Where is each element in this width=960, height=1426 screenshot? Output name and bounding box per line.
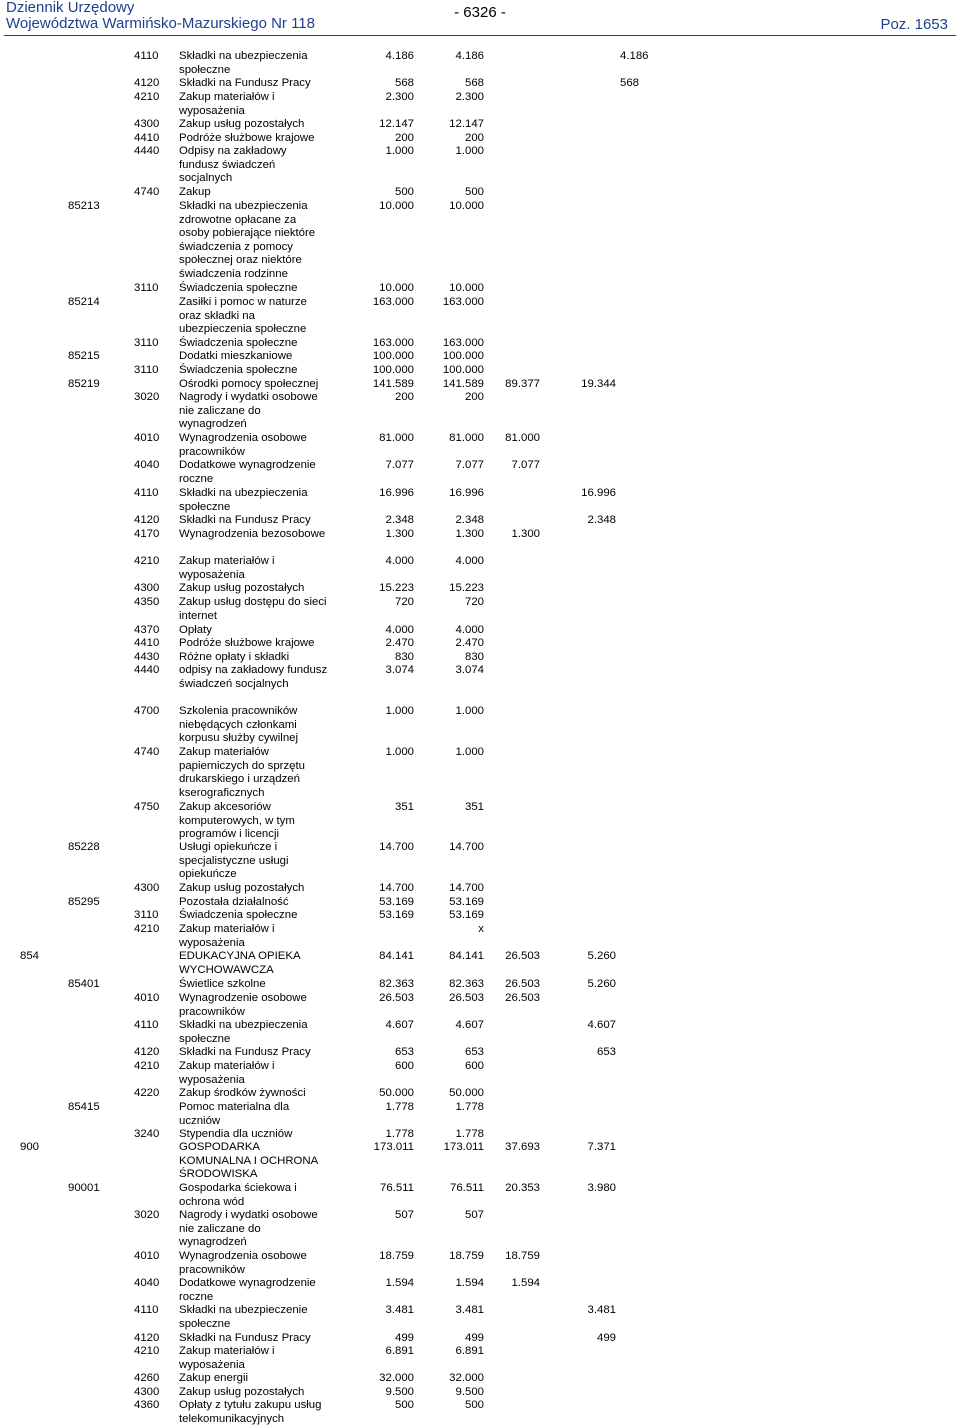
plan-value-cell: 32.000 bbox=[379, 1372, 414, 1384]
plan-value-cell: 653 bbox=[394, 1046, 414, 1058]
description-cell: Zakup materiałów i wyposażenia bbox=[179, 923, 275, 949]
plan-value-cell: 4.607 bbox=[385, 1019, 414, 1031]
current-value-cell: 2.348 bbox=[455, 514, 484, 526]
plan-value-cell: 82.363 bbox=[379, 978, 414, 990]
description-cell: Zakup usług pozostałych bbox=[179, 582, 305, 594]
description-cell: Składki na ubezpieczenie społeczne bbox=[179, 1304, 308, 1330]
current-value-cell: 163.000 bbox=[442, 337, 484, 349]
rozdzial-cell: 85219 bbox=[68, 378, 100, 390]
plan-value-cell: 18.759 bbox=[379, 1250, 414, 1262]
plan-value-cell: 600 bbox=[394, 1060, 414, 1072]
plan-value-cell: 6.891 bbox=[385, 1345, 414, 1357]
current-value-cell: 18.759 bbox=[449, 1250, 484, 1262]
current-value-cell: 3.074 bbox=[455, 664, 484, 676]
plan-value-cell: 12.147 bbox=[379, 118, 414, 130]
dzial-cell: 900 bbox=[20, 1141, 40, 1153]
description-cell: Nagrody i wydatki osobowe nie zaliczane do wynagrodzeń bbox=[179, 391, 318, 431]
plan-value-cell: 1.000 bbox=[385, 705, 414, 717]
current-value-cell: 4.000 bbox=[455, 624, 484, 636]
current-value-cell: 82.363 bbox=[449, 978, 484, 990]
plan-value-cell: 4.000 bbox=[385, 624, 414, 636]
paragraf-cell: 4120 bbox=[134, 1046, 160, 1058]
description-cell: Świetlice szkolne bbox=[179, 978, 266, 990]
paragraf-cell: 4210 bbox=[134, 1345, 160, 1357]
paragraf-cell: 4040 bbox=[134, 459, 160, 471]
current-value-cell: 12.147 bbox=[449, 118, 484, 130]
paragraf-cell: 4750 bbox=[134, 801, 160, 813]
plan-value-cell: 141.589 bbox=[372, 378, 414, 390]
current-value-cell: 10.000 bbox=[449, 282, 484, 294]
current-value-cell: 1.000 bbox=[455, 145, 484, 157]
description-cell: Dodatkowe wynagrodzenie roczne bbox=[179, 1277, 316, 1303]
dzial-cell: 854 bbox=[20, 950, 40, 962]
paragraf-cell: 4110 bbox=[134, 487, 159, 499]
contributions-cell: 3.980 bbox=[587, 1182, 616, 1194]
description-cell: Zakup akcesoriów komputerowych, w tym programów i licencji bbox=[179, 801, 295, 841]
plan-value-cell: 351 bbox=[394, 801, 414, 813]
page-number: - 6326 - bbox=[454, 4, 506, 21]
description-cell: Podróże służbowe krajowe bbox=[179, 132, 315, 144]
rozdzial-cell: 85214 bbox=[68, 296, 100, 308]
plan-value-cell: 1.000 bbox=[385, 145, 414, 157]
contributions-cell: 7.371 bbox=[587, 1141, 616, 1153]
description-cell: Wynagrodzenia osobowe pracowników bbox=[179, 432, 307, 458]
current-value-cell: 16.996 bbox=[449, 487, 484, 499]
current-value-cell: 200 bbox=[464, 391, 484, 403]
paragraf-cell: 3240 bbox=[134, 1128, 160, 1140]
description-cell: Różne opłaty i składki bbox=[179, 651, 290, 663]
current-value-cell: 2.300 bbox=[455, 91, 484, 103]
current-value-cell: 500 bbox=[464, 1399, 484, 1411]
plan-value-cell: 15.223 bbox=[379, 582, 414, 594]
description-cell: Zakup usług pozostałych bbox=[179, 118, 305, 130]
description-cell: Zakup materiałów papierniczych do sprzętu drukarskiego i urządzeń kserograficznych bbox=[179, 746, 305, 799]
description-cell: EDUKACYJNA OPIEKA WYCHOWAWCZA bbox=[179, 950, 300, 976]
plan-value-cell: 10.000 bbox=[379, 282, 414, 294]
current-value-cell: 830 bbox=[464, 651, 484, 663]
document-header bbox=[0, 0, 960, 38]
description-cell: Składki na Fundusz Pracy bbox=[179, 514, 311, 526]
paragraf-cell: 4110 bbox=[134, 1304, 159, 1316]
plan-value-cell: 507 bbox=[394, 1209, 414, 1221]
description-cell: Składki na Fundusz Pracy bbox=[179, 77, 311, 89]
plan-value-cell: 9.500 bbox=[385, 1386, 414, 1398]
description-cell: Gospodarka ściekowa i ochrona wód bbox=[179, 1182, 297, 1208]
plan-value-cell: 14.700 bbox=[379, 841, 414, 853]
salaries-cell: 26.503 bbox=[505, 978, 540, 990]
plan-value-cell: 173.011 bbox=[373, 1141, 414, 1153]
paragraf-cell: 4440 bbox=[134, 664, 160, 676]
paragraf-cell: 4300 bbox=[134, 582, 160, 594]
current-value-cell: 351 bbox=[464, 801, 484, 813]
plan-value-cell: 7.077 bbox=[385, 459, 414, 471]
salaries-cell: 37.693 bbox=[505, 1141, 540, 1153]
current-value-cell: 26.503 bbox=[449, 992, 484, 1004]
salaries-cell: 1.300 bbox=[511, 528, 540, 540]
paragraf-cell: 4110 bbox=[134, 1019, 159, 1031]
salaries-cell: 20.353 bbox=[505, 1182, 540, 1194]
paragraf-cell: 4430 bbox=[134, 651, 160, 663]
rozdzial-cell: 85401 bbox=[68, 978, 100, 990]
paragraf-cell: 4410 bbox=[134, 132, 160, 144]
description-cell: Świadczenia społeczne bbox=[179, 282, 298, 294]
current-value-cell: 173.011 bbox=[443, 1141, 484, 1153]
description-cell: Opłaty bbox=[179, 624, 212, 636]
current-value-cell: 1.594 bbox=[455, 1277, 484, 1289]
plan-value-cell: 1.778 bbox=[385, 1128, 414, 1140]
journal-title-line1: Dziennik Urzędowy bbox=[6, 0, 135, 16]
description-cell: Odpisy na zakładowy fundusz świadczeń socjalnych bbox=[179, 145, 287, 185]
plan-value-cell: 200 bbox=[394, 391, 414, 403]
paragraf-cell: 4010 bbox=[134, 1250, 160, 1262]
salaries-cell: 89.377 bbox=[505, 378, 540, 390]
current-value-cell: 507 bbox=[464, 1209, 484, 1221]
current-value-cell: 15.223 bbox=[449, 582, 484, 594]
rozdzial-cell: 85295 bbox=[68, 896, 100, 908]
rozdzial-cell: 85415 bbox=[68, 1101, 100, 1113]
current-value-cell: 53.169 bbox=[449, 896, 484, 908]
other-value-cell: 568 bbox=[620, 77, 640, 89]
salaries-cell: 7.077 bbox=[511, 459, 540, 471]
current-value-cell: 10.000 bbox=[449, 200, 484, 212]
plan-value-cell: 500 bbox=[394, 1399, 414, 1411]
contributions-cell: 2.348 bbox=[587, 514, 616, 526]
current-value-cell: 200 bbox=[464, 132, 484, 144]
plan-value-cell: 81.000 bbox=[379, 432, 414, 444]
description-cell: Składki na ubezpieczenia zdrowotne opłacane za osoby pobierające niektóre świadczenia z pomocy społecznej oraz niektóre świadczenia rodzinne bbox=[179, 200, 316, 280]
paragraf-cell: 4300 bbox=[134, 1386, 160, 1398]
current-value-cell: 7.077 bbox=[455, 459, 484, 471]
salaries-cell: 1.594 bbox=[511, 1277, 540, 1289]
salaries-cell: 26.503 bbox=[505, 992, 540, 1004]
description-cell: Wynagrodzenie osobowe pracowników bbox=[179, 992, 307, 1018]
paragraf-cell: 4210 bbox=[134, 1060, 160, 1072]
contributions-cell: 4.607 bbox=[587, 1019, 616, 1031]
current-value-cell: 1.000 bbox=[455, 705, 484, 717]
description-cell: GOSPODARKA KOMUNALNA I OCHRONA ŚRODOWISKA bbox=[179, 1141, 318, 1181]
description-cell: Nagrody i wydatki osobowe nie zaliczane do wynagrodzeń bbox=[179, 1209, 318, 1249]
current-value-cell: 14.700 bbox=[449, 882, 484, 894]
paragraf-cell: 3020 bbox=[134, 1209, 160, 1221]
description-cell: Dodatki mieszkaniowe bbox=[179, 350, 293, 362]
plan-value-cell: 500 bbox=[394, 186, 414, 198]
paragraf-cell: 3110 bbox=[134, 909, 159, 921]
current-value-cell: 3.481 bbox=[455, 1304, 484, 1316]
paragraf-cell: 4220 bbox=[134, 1087, 160, 1099]
description-cell: Zakup materiałów i wyposażenia bbox=[179, 1060, 275, 1086]
plan-value-cell: 200 bbox=[394, 132, 414, 144]
plan-value-cell: 100.000 bbox=[372, 350, 414, 362]
current-value-cell: 500 bbox=[464, 186, 484, 198]
plan-value-cell: 1.778 bbox=[385, 1101, 414, 1113]
paragraf-cell: 4010 bbox=[134, 992, 160, 1004]
description-cell: Wynagrodzenia bezosobowe bbox=[179, 528, 326, 540]
rozdzial-cell: 85215 bbox=[68, 350, 100, 362]
description-cell: Zakup usług pozostałych bbox=[179, 882, 305, 894]
paragraf-cell: 4700 bbox=[134, 705, 160, 717]
current-value-cell: 499 bbox=[464, 1332, 484, 1344]
paragraf-cell: 4120 bbox=[134, 1332, 160, 1344]
paragraf-cell: 4350 bbox=[134, 596, 160, 608]
description-cell: Zakup usług pozostałych bbox=[179, 1386, 305, 1398]
paragraf-cell: 4120 bbox=[134, 77, 160, 89]
description-cell: Zakup energii bbox=[179, 1372, 249, 1384]
paragraf-cell: 3110 bbox=[134, 282, 159, 294]
description-cell: Dodatkowe wynagrodzenie roczne bbox=[179, 459, 316, 485]
plan-value-cell: 568 bbox=[394, 77, 414, 89]
plan-value-cell: 50.000 bbox=[379, 1087, 414, 1099]
plan-value-cell: 499 bbox=[394, 1332, 414, 1344]
contributions-cell: 5.260 bbox=[587, 950, 616, 962]
current-value-cell: 163.000 bbox=[442, 296, 484, 308]
contributions-cell: 653 bbox=[596, 1046, 616, 1058]
current-value-cell: 141.589 bbox=[442, 378, 484, 390]
plan-value-cell: 720 bbox=[394, 596, 414, 608]
paragraf-cell: 4300 bbox=[134, 882, 160, 894]
description-cell: Zakup materiałów i wyposażenia bbox=[179, 91, 275, 117]
rozdzial-cell: 85228 bbox=[68, 841, 100, 853]
plan-value-cell: 2.348 bbox=[385, 514, 414, 526]
paragraf-cell: 4260 bbox=[134, 1372, 160, 1384]
other-value-cell: 4.186 bbox=[620, 50, 649, 62]
current-value-cell: 1.000 bbox=[455, 746, 484, 758]
description-cell: Zasiłki i pomoc w naturze oraz składki na ubezpieczenia społeczne bbox=[179, 296, 307, 336]
plan-value-cell: 4.000 bbox=[385, 555, 414, 567]
paragraf-cell: 4210 bbox=[134, 555, 160, 567]
paragraf-cell: 4110 bbox=[134, 50, 159, 62]
plan-value-cell: 84.141 bbox=[379, 950, 414, 962]
description-cell: Usługi opiekuńcze i specjalistyczne usługi opiekuńcze bbox=[179, 841, 289, 881]
current-value-cell: 2.470 bbox=[455, 637, 484, 649]
paragraf-cell: 4370 bbox=[134, 624, 160, 636]
paragraf-cell: 4360 bbox=[134, 1399, 160, 1411]
paragraf-cell: 4120 bbox=[134, 514, 160, 526]
current-value-cell: 6.891 bbox=[455, 1345, 484, 1357]
current-value-cell: 81.000 bbox=[449, 432, 484, 444]
paragraf-cell: 3110 bbox=[134, 364, 159, 376]
plan-value-cell: 1.594 bbox=[385, 1277, 414, 1289]
plan-value-cell: 26.503 bbox=[379, 992, 414, 1004]
current-value-cell: 50.000 bbox=[449, 1087, 484, 1099]
current-value-cell: 100.000 bbox=[442, 364, 484, 376]
current-value-cell: 84.141 bbox=[449, 950, 484, 962]
description-cell: Ośrodki pomocy społecznej bbox=[179, 378, 319, 390]
plan-value-cell: 10.000 bbox=[379, 200, 414, 212]
description-cell: Składki na ubezpieczenia społeczne bbox=[179, 487, 308, 513]
current-value-cell: x bbox=[478, 923, 484, 935]
paragraf-cell: 3020 bbox=[134, 391, 160, 403]
plan-value-cell: 4.186 bbox=[385, 50, 414, 62]
plan-value-cell: 3.074 bbox=[385, 664, 414, 676]
paragraf-cell: 4440 bbox=[134, 145, 160, 157]
position-number: Poz. 1653 bbox=[880, 16, 948, 33]
description-cell: Składki na ubezpieczenia społeczne bbox=[179, 50, 308, 76]
paragraf-cell: 4410 bbox=[134, 637, 160, 649]
current-value-cell: 100.000 bbox=[442, 350, 484, 362]
plan-value-cell: 100.000 bbox=[372, 364, 414, 376]
header-rule bbox=[4, 35, 956, 36]
description-cell: Szkolenia pracowników niebędących członkami korpusu służby cywilnej bbox=[179, 705, 299, 745]
description-cell: Pomoc materialna dla uczniów bbox=[179, 1101, 290, 1127]
plan-value-cell: 16.996 bbox=[379, 487, 414, 499]
plan-value-cell: 76.511 bbox=[380, 1182, 414, 1194]
current-value-cell: 53.169 bbox=[449, 909, 484, 921]
paragraf-cell: 4300 bbox=[134, 118, 160, 130]
current-value-cell: 9.500 bbox=[455, 1386, 484, 1398]
current-value-cell: 4.607 bbox=[455, 1019, 484, 1031]
description-cell: Świadczenia społeczne bbox=[179, 909, 298, 921]
paragraf-cell: 4040 bbox=[134, 1277, 160, 1289]
plan-value-cell: 830 bbox=[394, 651, 414, 663]
salaries-cell: 81.000 bbox=[505, 432, 540, 444]
paragraf-cell: 4010 bbox=[134, 432, 160, 444]
plan-value-cell: 1.000 bbox=[385, 746, 414, 758]
plan-value-cell: 1.300 bbox=[385, 528, 414, 540]
journal-title-line2: Województwa Warmińsko-Mazurskiego Nr 118 bbox=[6, 15, 315, 32]
plan-value-cell: 3.481 bbox=[385, 1304, 414, 1316]
current-value-cell: 1.778 bbox=[455, 1101, 484, 1113]
contributions-cell: 16.996 bbox=[581, 487, 616, 499]
description-cell: Świadczenia społeczne bbox=[179, 337, 298, 349]
contributions-cell: 5.260 bbox=[587, 978, 616, 990]
plan-value-cell: 163.000 bbox=[372, 337, 414, 349]
rozdzial-cell: 90001 bbox=[68, 1182, 100, 1194]
description-cell: Pozostała działalność bbox=[179, 896, 289, 908]
description-cell: Zakup materiałów i wyposażenia bbox=[179, 1345, 275, 1371]
description-cell: Zakup bbox=[179, 186, 211, 198]
description-cell: Podróże służbowe krajowe bbox=[179, 637, 315, 649]
current-value-cell: 653 bbox=[464, 1046, 484, 1058]
description-cell: Wynagrodzenia osobowe pracowników bbox=[179, 1250, 307, 1276]
paragraf-cell: 4740 bbox=[134, 186, 160, 198]
current-value-cell: 4.186 bbox=[455, 50, 484, 62]
plan-value-cell: 2.470 bbox=[385, 637, 414, 649]
paragraf-cell: 4210 bbox=[134, 923, 160, 935]
current-value-cell: 76.511 bbox=[450, 1182, 484, 1194]
description-cell: Stypendia dla uczniów bbox=[179, 1128, 293, 1140]
current-value-cell: 600 bbox=[464, 1060, 484, 1072]
paragraf-cell: 3110 bbox=[134, 337, 159, 349]
description-cell: Zakup materiałów i wyposażenia bbox=[179, 555, 275, 581]
current-value-cell: 14.700 bbox=[449, 841, 484, 853]
current-value-cell: 1.778 bbox=[455, 1128, 484, 1140]
description-cell: Zakup usług dostępu do sieci internet bbox=[179, 596, 327, 622]
description-cell: Zakup środków żywności bbox=[179, 1087, 306, 1099]
description-cell: Opłaty z tytułu zakupu usług telekomunikacyjnych bbox=[179, 1399, 322, 1425]
current-value-cell: 568 bbox=[464, 77, 484, 89]
plan-value-cell: 14.700 bbox=[379, 882, 414, 894]
paragraf-cell: 4740 bbox=[134, 746, 160, 758]
current-value-cell: 1.300 bbox=[455, 528, 484, 540]
paragraf-cell: 4210 bbox=[134, 91, 160, 103]
salaries-cell: 18.759 bbox=[505, 1250, 540, 1262]
plan-value-cell: 53.169 bbox=[379, 909, 414, 921]
current-value-cell: 4.000 bbox=[455, 555, 484, 567]
salaries-cell: 26.503 bbox=[505, 950, 540, 962]
rozdzial-cell: 85213 bbox=[68, 200, 100, 212]
description-cell: Świadczenia społeczne bbox=[179, 364, 298, 376]
plan-value-cell: 163.000 bbox=[372, 296, 414, 308]
paragraf-cell: 4170 bbox=[134, 528, 160, 540]
contributions-cell: 499 bbox=[596, 1332, 616, 1344]
contributions-cell: 19.344 bbox=[581, 378, 616, 390]
description-cell: odpisy na zakładowy fundusz świadczeń socjalnych bbox=[179, 664, 328, 690]
current-value-cell: 720 bbox=[464, 596, 484, 608]
plan-value-cell: 53.169 bbox=[379, 896, 414, 908]
current-value-cell: 32.000 bbox=[449, 1372, 484, 1384]
description-cell: Składki na Fundusz Pracy bbox=[179, 1332, 311, 1344]
description-cell: Składki na Fundusz Pracy bbox=[179, 1046, 311, 1058]
contributions-cell: 3.481 bbox=[587, 1304, 616, 1316]
description-cell: Składki na ubezpieczenia społeczne bbox=[179, 1019, 308, 1045]
plan-value-cell: 2.300 bbox=[385, 91, 414, 103]
